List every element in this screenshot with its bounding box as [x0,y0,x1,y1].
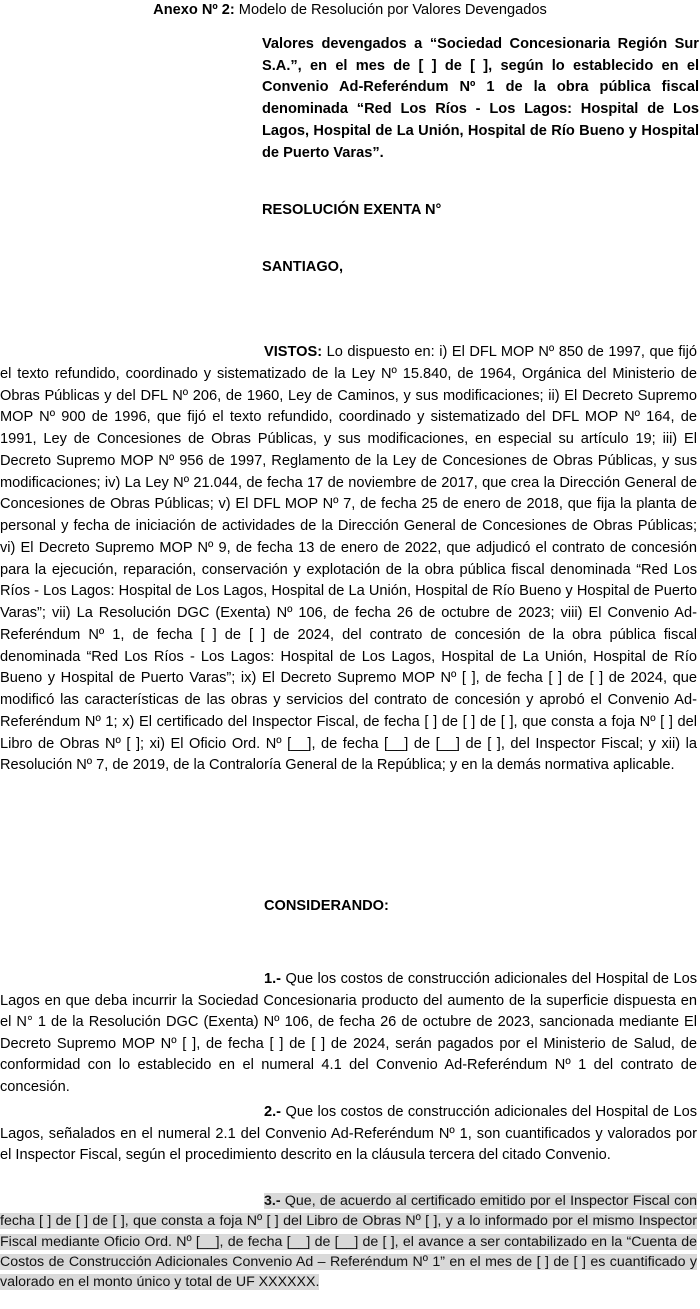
city-label: SANTIAGO, [262,259,344,275]
considerando-number: 2.- [264,1104,282,1120]
considerando-label: CONSIDERANDO: [264,898,389,914]
considerando-text: Que, de acuerdo al certificado emitido por el Inspector Fiscal con fecha [ ] de [ ] de [ ], que consta a foja Nº [ ] del Libro de Obras Nº [ ], y a lo informado por el mismo Inspector Fiscal mediante Oficio Ord. Nº [__], de fecha [__] de [__] de [ ], el avance a ser contabilizado en la “Cuenta de Costos de Construcción Adicionales Convenio Ad – Referéndum Nº 1” en el mes de [ ] de [ ] es cuantificado y valorado en el monto único y total de UF XXXXXX. [0,1193,697,1291]
resolution-summary: Valores devengados a “Sociedad Concesionaria Región Sur S.A.”, en el mes de [ ] de [ ], según lo establecido en el Convenio Ad-Referéndum Nº 1 de la obra pública fiscal denominada “Red Los Ríos - Los Lagos: Hospital de Los Lagos, Hospital de La Unión, Hospital de Río Bueno y Hospital de Puerto Varas”. [262,36,699,161]
considerando-item-highlighted [0,1191,697,1292]
vistos-text: Lo dispuesto en: i) El DFL MOP Nº 850 de 1997, que fijó el texto refundido, coordinado y sistematizado de la Ley Nº 15.840, de 1964, Orgánica del Ministerio de Obras Públicas y del DFL Nº 206, de 1960, Ley de Caminos, y sus modificaciones; ii) El Decreto Supremo MOP Nº 900 de 1996, que fijó el texto refundido, coordinado y sistematizado del DFL MOP Nº 164, de 1991, Ley de Concesiones de Obras Públicas, y sus modificaciones, en especial su artículo 19; iii) El Decreto Supremo MOP Nº 956 de 1997, Reglamento de la Ley de Concesiones de Obras Públicas, y sus modificaciones; iv) La Ley Nº 21.044, de fecha 17 de noviembre de 2017, que crea la Dirección General de Concesiones de Obras Públicas; v) El DFL MOP Nº 7, de fecha 25 de enero de 2018, que fija la planta de personal y fecha de iniciación de actividades de la Dirección General de Concesiones de Obras Públicas; vi) El Decreto Supremo MOP Nº 9, de fecha 13 de enero de 2022, que adjudicó el contrato de concesión para la ejecución, reparación, conservación y explotación de la obra pública fiscal denominada “Red Los Ríos - Los Lagos: Hospital de Los Lagos, Hospital de La Unión, Hospital de Río Bueno y Hospital de Puerto Varas”; vii) La Resolución DGC (Exenta) Nº 106, de fecha 26 de octubre de 2023; viii) El Convenio Ad-Referéndum Nº 1, de fecha [ ] de [ ] de 2024, del contrato de concesión de la obra pública fiscal denominada “Red Los Ríos - Los Lagos: Hospital de Los Lagos, Hospital de La Unión, Hospital de Río Bueno y Hospital de Puerto Varas”; ix) El Decreto Supremo MOP Nº [ ], de fecha [ ] de [ ] de 2024, que modificó las características de las obras y servicios del contrato de concesión y aprobó el Convenio Ad-Referéndum Nº 1; x) El certificado del Inspector Fiscal, de fecha [ ] de [ ] de [ ], que consta a foja Nº [ ] del Libro de Obras Nº [ ]; xi) El Oficio Ord. Nº [__], de fecha [__] de [__] de [ ], del Inspector Fiscal; y xii) la Resolución Nº 7, de 2019, de la Contraloría General de la República; y en la demás normativa aplicable. [0,344,697,774]
considerando-text: Que los costos de construcción adicionales del Hospital de Los Lagos, señalados en el numeral 2.1 del Convenio Ad-Referéndum Nº 1, son cuantificados y valorados por el Inspector Fiscal, según el procedimiento descrito en la cláusula tercera del citado Convenio. [0,1104,697,1163]
considerando-number: 3.- [264,1193,281,1209]
annex-title: Modelo de Resolución por Valores Devengados [238,2,547,18]
vistos-paragraph [0,342,697,777]
considerando-item [0,969,697,1098]
vistos-label: VISTOS: [264,344,323,360]
resolucion-exenta-label: RESOLUCIÓN EXENTA N° [262,202,442,218]
annex-number: Anexo Nº 2: [153,2,235,18]
annex-heading [0,0,700,22]
considerando-item [0,1102,697,1167]
considerando-text: Que los costos de construcción adicionales del Hospital de Los Lagos en que deba incurrir la Sociedad Concesionaria producto del aumento de la superficie dispuesta en el N° 1 de la Resolución DGC (Exenta) Nº 106, de fecha 26 de octubre de 2023, sancionada mediante El Decreto Supremo MOP Nº [ ], de fecha [ ] de [ ] de 2024, serán pagados por el Ministerio de Salud, de conformidad con lo establecido en el numeral 4.1 del Convenio Ad-Referéndum Nº 1 del contrato de concesión. [0,971,697,1095]
considerando-number: 1.- [264,971,282,987]
